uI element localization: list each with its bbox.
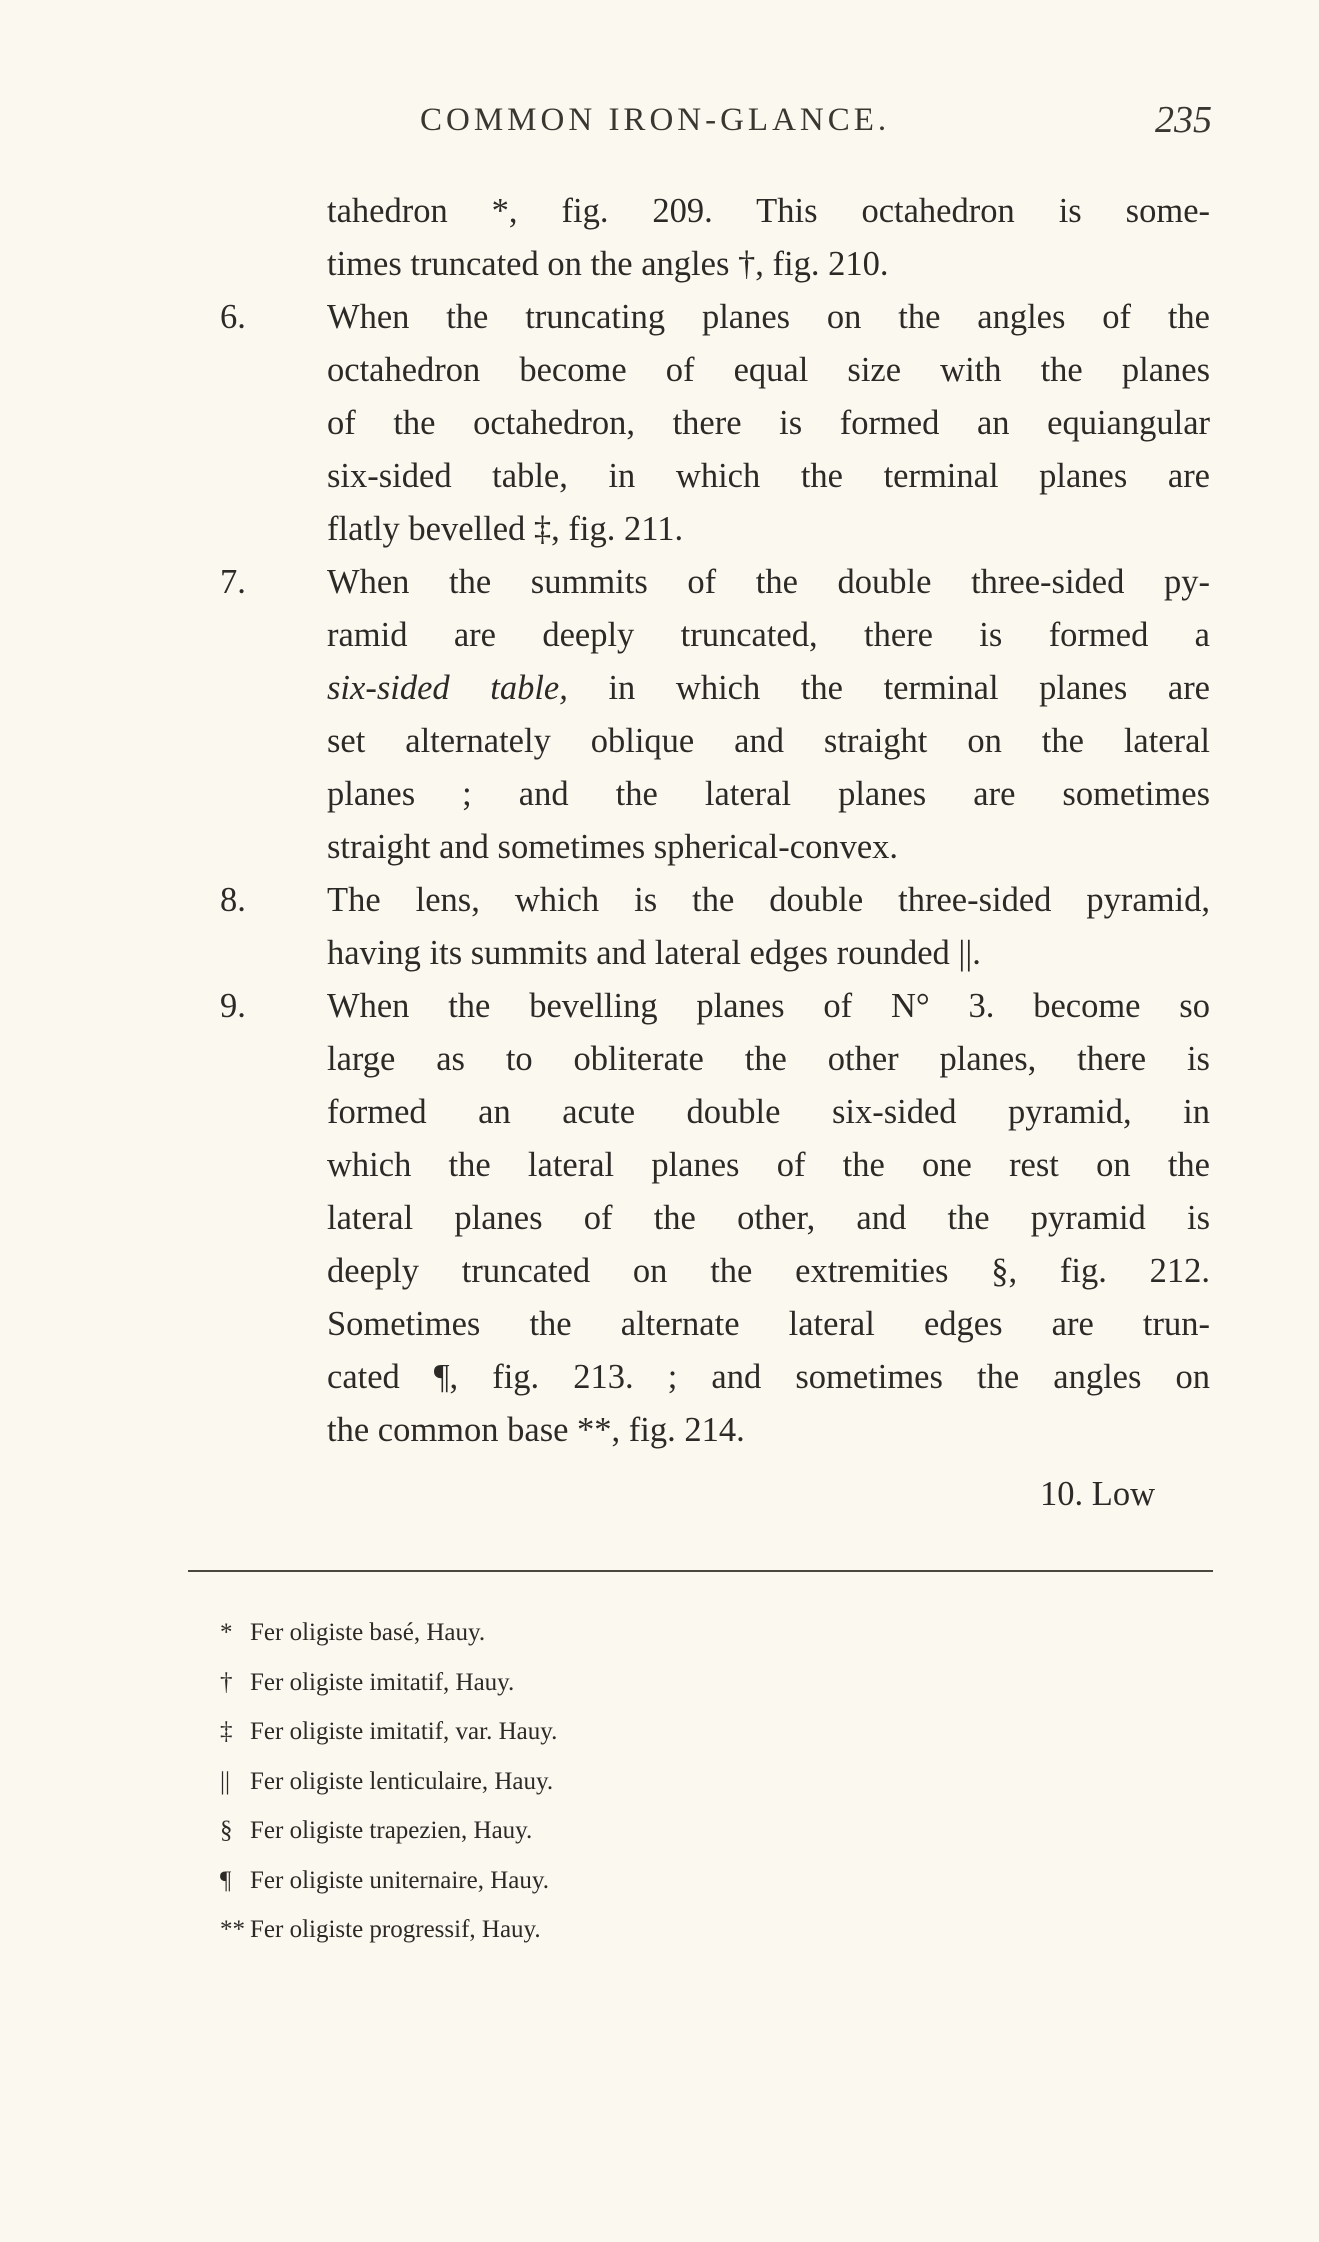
footnote-text: Fer oligiste imitatif, Hauy. — [250, 1668, 515, 1696]
numbered-item-9 — [220, 980, 1210, 1457]
text-line: having its summits and lateral edges rounded ||. — [327, 934, 981, 972]
text-line: flatly bevelled ‡, fig. 211. — [327, 510, 684, 548]
footnote-text: Fer oligiste trapezien, Hauy. — [250, 1817, 533, 1844]
text-line — [220, 556, 1210, 609]
body-text — [220, 185, 1210, 1457]
text-line: formed an acute double six-sided pyramid, in — [327, 1093, 1210, 1131]
footnote — [220, 1757, 1120, 1807]
text-line-content: When the summits of the double three-sided py- — [327, 563, 1210, 601]
text-line: Sometimes the alternate lateral edges are trun- — [327, 1305, 1210, 1343]
text-line-content: The lens, which is the double three-sided pyramid, — [327, 881, 1210, 919]
text-line: octahedron become of equal size with the planes — [327, 351, 1210, 389]
item-number: 9. — [220, 987, 246, 1025]
footnote-text: Fer oligiste basé, Hauy. — [250, 1619, 486, 1646]
text-line: large as to obliterate the other planes, there is — [327, 1040, 1210, 1078]
text-fragment: in which the terminal planes are — [567, 669, 1210, 707]
item-number: 8. — [220, 881, 246, 919]
footnote-mark: * — [220, 1619, 233, 1646]
item-number: 7. — [220, 563, 246, 601]
text-line-content: When the truncating planes on the angles of the — [327, 298, 1210, 336]
text-line: deeply truncated on the extremities §, fig. 212. — [327, 1252, 1210, 1290]
numbered-item-8 — [220, 874, 1210, 980]
footnote-text: Fer oligiste imitatif, var. Hauy. — [250, 1718, 558, 1745]
text-line: of the octahedron, there is formed an equiangular — [327, 404, 1210, 442]
text-line: set alternately oblique and straight on the lateral — [327, 722, 1210, 760]
footnote-mark: § — [220, 1817, 233, 1844]
text-line: planes ; and the lateral planes are sometimes — [327, 775, 1210, 813]
numbered-item-7 — [220, 556, 1210, 874]
text-line-content: When the bevelling planes of N° 3. become so — [327, 987, 1210, 1025]
footnote-mark: † — [220, 1668, 233, 1696]
text-line — [220, 980, 1210, 1033]
text-line: the common base **, fig. 214. — [327, 1411, 745, 1449]
page-number: 235 — [1155, 99, 1212, 141]
text-line: which the lateral planes of the one rest on the — [327, 1146, 1210, 1184]
text-line: cated ¶, fig. 213. ; and sometimes the angles on — [327, 1358, 1210, 1396]
text-line — [220, 662, 1210, 715]
footnote — [220, 1608, 1120, 1658]
footnote — [220, 1806, 1120, 1856]
footnote-mark: ¶ — [220, 1866, 232, 1894]
footnote-divider — [188, 1570, 1213, 1572]
text-line: six-sided table, in which the terminal planes are — [327, 457, 1210, 495]
footnote-text: Fer oligiste uniternaire, Hauy. — [250, 1866, 549, 1894]
footnote-text: Fer oligiste lenticulaire, Hauy. — [250, 1767, 554, 1795]
text-line: ramid are deeply truncated, there is formed a — [327, 616, 1210, 654]
footnote — [220, 1856, 1120, 1906]
footnote-text: Fer oligiste progressif, Hauy. — [250, 1916, 541, 1943]
text-line: lateral planes of the other, and the pyramid is — [327, 1199, 1210, 1237]
italic-term: six-sided table, — [327, 669, 568, 707]
item-number: 6. — [220, 298, 246, 336]
footnotes — [220, 1608, 1120, 1955]
text-line — [220, 874, 1210, 927]
footnote-mark: || — [220, 1767, 231, 1795]
footnote — [220, 1905, 1120, 1955]
text-line: tahedron *, fig. 209. This octahedron is some- — [327, 192, 1210, 230]
footnote — [220, 1707, 1120, 1757]
catchword: 10. Low — [1040, 1475, 1155, 1513]
running-title: COMMON IRON-GLANCE. — [420, 102, 891, 138]
text-line: times truncated on the angles †, fig. 210. — [327, 245, 889, 283]
footnote-mark: ** — [220, 1916, 245, 1943]
text-line — [220, 291, 1210, 344]
numbered-item-6 — [220, 291, 1210, 556]
text-line: straight and sometimes spherical-convex. — [327, 828, 899, 866]
footnote — [220, 1658, 1120, 1708]
footnote-mark: ‡ — [220, 1718, 233, 1745]
running-head — [0, 99, 1319, 152]
